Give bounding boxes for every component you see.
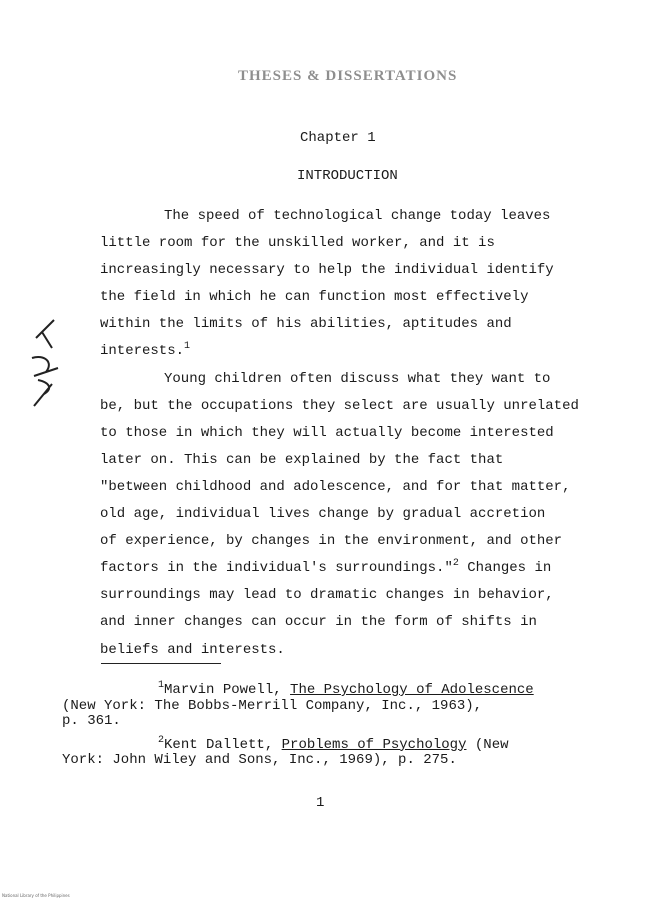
paragraph-line: beliefs and interests. xyxy=(100,641,285,658)
paragraph-line: later on. This can be explained by the fact that xyxy=(100,451,504,468)
paragraph-line: to those in which they will actually become interested xyxy=(100,424,554,441)
paragraph-line: surroundings may lead to dramatic changes in behavior, xyxy=(100,587,554,604)
paragraph-text: Changes in xyxy=(458,560,552,577)
section-title: INTRODUCTION xyxy=(297,168,398,184)
paragraph-text: factors in the individual's surroundings." xyxy=(100,560,453,577)
page-number: 1 xyxy=(316,795,325,811)
footnote-1 xyxy=(62,680,582,730)
footnote-text: (New xyxy=(466,736,509,753)
footnote-line: (New York: The Bobbs-Merrill Company, Inc., 1963), xyxy=(62,697,483,714)
paragraph-line xyxy=(100,555,580,582)
footnote-title: The Psychology of Adolescence xyxy=(290,682,534,698)
paragraph-line: Young children often discuss what they want to xyxy=(164,370,551,387)
paragraph-line: within the limits of his abilities, aptitudes and xyxy=(100,316,512,333)
paragraph-line: old age, individual lives change by gradual accretion xyxy=(100,506,546,523)
paragraph-line: "between childhood and adolescence, and for that matter, xyxy=(100,478,571,495)
paragraph-line: be, but the occupations they select are usually unrelated xyxy=(100,397,579,414)
footnote-ref: 1 xyxy=(184,341,191,353)
body-text xyxy=(100,203,580,664)
footnote-author: Marvin Powell, xyxy=(164,682,291,698)
handwritten-signature xyxy=(24,318,66,408)
paragraph-text: interests. xyxy=(100,343,185,360)
footnote-divider xyxy=(101,663,221,664)
footnote-author: Kent Dallett, xyxy=(164,736,282,753)
paragraph-line xyxy=(100,338,580,365)
footnote-title: Problems of Psychology xyxy=(281,736,467,753)
footnote-line: p. 361. xyxy=(62,713,121,729)
paragraph-line: the field in which he can function most effectively xyxy=(100,289,529,306)
library-stamp: THESES & DISSERTATIONS xyxy=(238,68,458,84)
paragraph-line: little room for the unskilled worker, and it is xyxy=(100,235,495,252)
paragraph-line: The speed of technological change today leaves xyxy=(164,208,551,224)
chapter-heading: Chapter 1 xyxy=(300,130,376,146)
footnote-line: York: John Wiley and Sons, Inc., 1969), p. 275. xyxy=(62,752,457,768)
footnote-ref: 2 xyxy=(452,558,459,570)
paragraph-line: of experience, by changes in the environment, and other xyxy=(100,533,563,550)
footnotes xyxy=(62,680,582,777)
footnote-2 xyxy=(62,734,582,769)
footnote-marker: 1 xyxy=(158,680,165,691)
footnote-marker: 2 xyxy=(158,734,165,746)
paragraph-line: increasingly necessary to help the individual identify xyxy=(100,262,554,279)
paragraph-line: and inner changes can occur in the form of shifts in xyxy=(100,614,537,631)
archive-note: National Library of the Philippines xyxy=(2,893,70,898)
